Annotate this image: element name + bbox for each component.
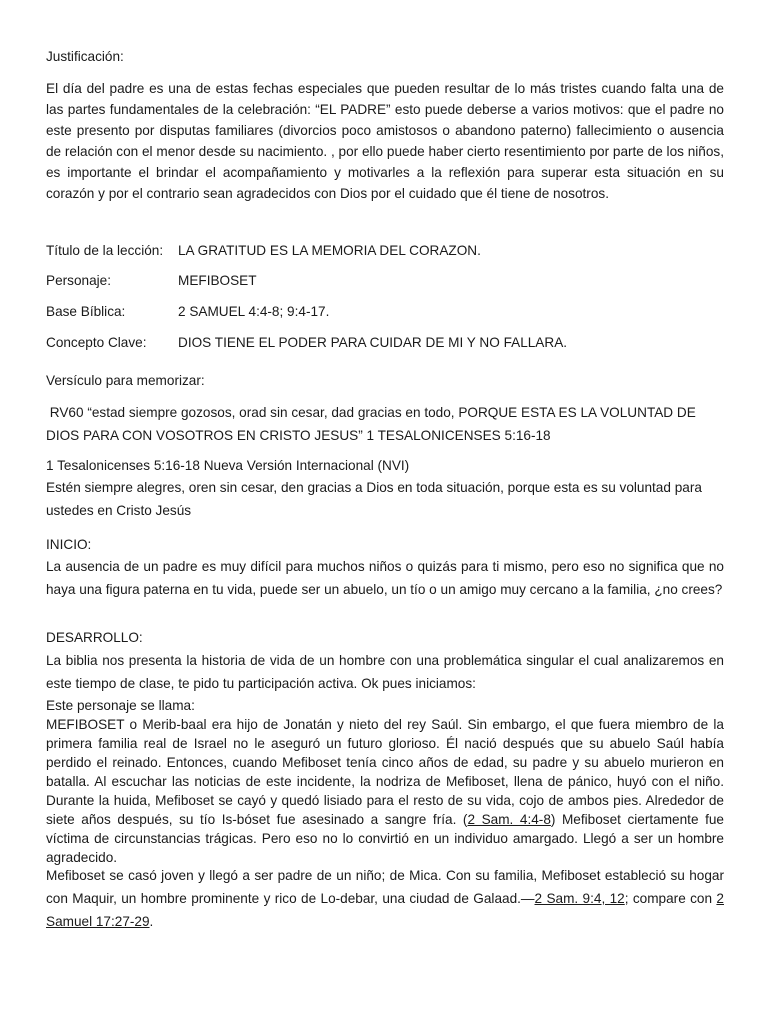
paragraph-1-text-end: ) Mefiboset ciertamente fue víctima de circunstancias trágicas. Pero eso no lo convirtió en un individuo amargado. Llegó a ser un hombre agradecido. — [46, 812, 724, 865]
paragraph-2-text-end: . — [149, 914, 154, 929]
inicio-body: La ausencia de un padre es muy difícil para muchos niños o quizás para ti mismo, pero eso no significa que no haya una figura paterna en tu vida, puede ser un abuelo, un tío o un amigo muy cercano a la familia, ¿no crees? — [46, 559, 724, 597]
scripture-link-2-samuel-17[interactable]: 2 Samuel 17:27-29 — [46, 891, 724, 929]
memory-verse-rv60: RV60 “estad siempre gozosos, orad sin cesar, dad gracias en todo, PORQUE ESTA ES LA VOLUNTAD DE DIOS PARA CON VOSOTROS EN CRISTO JESUS” 1 TESALONICENSES 5:16-18 — [46, 405, 700, 443]
key-concept-value: DIOS TIENE EL PODER PARA CUIDAR DE MI Y NO FALLARA. — [178, 335, 568, 350]
lesson-title-label: Título de la lección: — [46, 243, 164, 258]
bible-base-label: Base Bíblica: — [46, 304, 126, 319]
scripture-link-2-sam-9[interactable]: 2 Sam. 9:4, 12 — [534, 891, 625, 906]
inicio-heading: INICIO: — [46, 537, 92, 552]
bible-base-value: 2 SAMUEL 4:4-8; 9:4-17. — [178, 304, 330, 319]
memory-verse-nvi-text: Estén siempre alegres, oren sin cesar, den gracias a Dios en toda situación, porque esta es su voluntad para ustedes en Cristo Jesús — [46, 480, 702, 518]
justificacion-body: El día del padre es una de estas fechas especiales que pueden resultar de lo más tristes cuando falta una de las partes fundamentales de la celebración: “EL PADRE” esto puede deberse a varios motivos: que el padre no este presento por disputas familiares (divorcios poco amistosos o abandono paterno) fallecimiento o ausencia de relación con el menor desde su nacimiento. , por ello puede haber cierto resentimiento por parte de los niños, es importante el brindar el acompañamiento y motivarles a la reflexión para superar esta situación en su corazón y por el contrario sean agradecidos con Dios por el cuidado que él tiene de nosotros. — [46, 81, 724, 201]
desarrollo-heading: DESARROLLO: — [46, 630, 143, 645]
memory-verse-heading: Versículo para memorizar: — [46, 373, 205, 388]
paragraph-1-text: MEFIBOSET o Merib-baal era hijo de Jonatán y nieto del rey Saúl. Sin embargo, el que fuera miembro de la primera familia real de Israel no le aseguró un futuro glorioso. Él nació después que su abuelo Saúl había perdido el reinado. Entonces, cuando Mefiboset tenía cinco años de edad, su padre y su abuelo murieron en batalla. Al escuchar las noticias de este incidente, la nodriza de Mefiboset, llena de pánico, huyó con el niño. Durante la huida, Mefiboset se cayó y quedó lisiado para el resto de su vida, cojo de ambos pies. Alrededor de siete años después, su tío Is-bóset fue asesinado a sangre fría. ( — [46, 717, 724, 827]
desarrollo-character-line: Este personaje se llama: — [46, 698, 195, 713]
scripture-link-2-sam-4[interactable]: 2 Sam. 4:4-8 — [467, 812, 551, 827]
key-concept-label: Concepto Clave: — [46, 335, 147, 350]
desarrollo-paragraph-1 — [46, 715, 724, 867]
desarrollo-paragraph-2 — [46, 864, 724, 933]
paragraph-2-text-mid: ; compare con — [624, 891, 717, 906]
memory-verse-nvi-reference: 1 Tesalonicenses 5:16-18 Nueva Versión Internacional (NVI) — [46, 458, 410, 473]
justificacion-heading: Justificación: — [46, 49, 124, 64]
lesson-title-value: LA GRATITUD ES LA MEMORIA DEL CORAZON. — [178, 243, 481, 258]
desarrollo-intro: La biblia nos presenta la historia de vida de un hombre con una problemática singular el cual analizaremos en este tiempo de clase, te pido tu participación activa. Ok pues iniciamos: — [46, 653, 724, 691]
character-label: Personaje: — [46, 273, 111, 288]
character-value: MEFIBOSET — [178, 273, 257, 288]
paragraph-2-text: Mefiboset se casó joven y llegó a ser padre de un niño; de Mica. Con su familia, Mefiboset estableció su hogar con Maquir, un hombre prominente y rico de Lo-debar, una ciudad de Galaad.— — [46, 868, 724, 906]
